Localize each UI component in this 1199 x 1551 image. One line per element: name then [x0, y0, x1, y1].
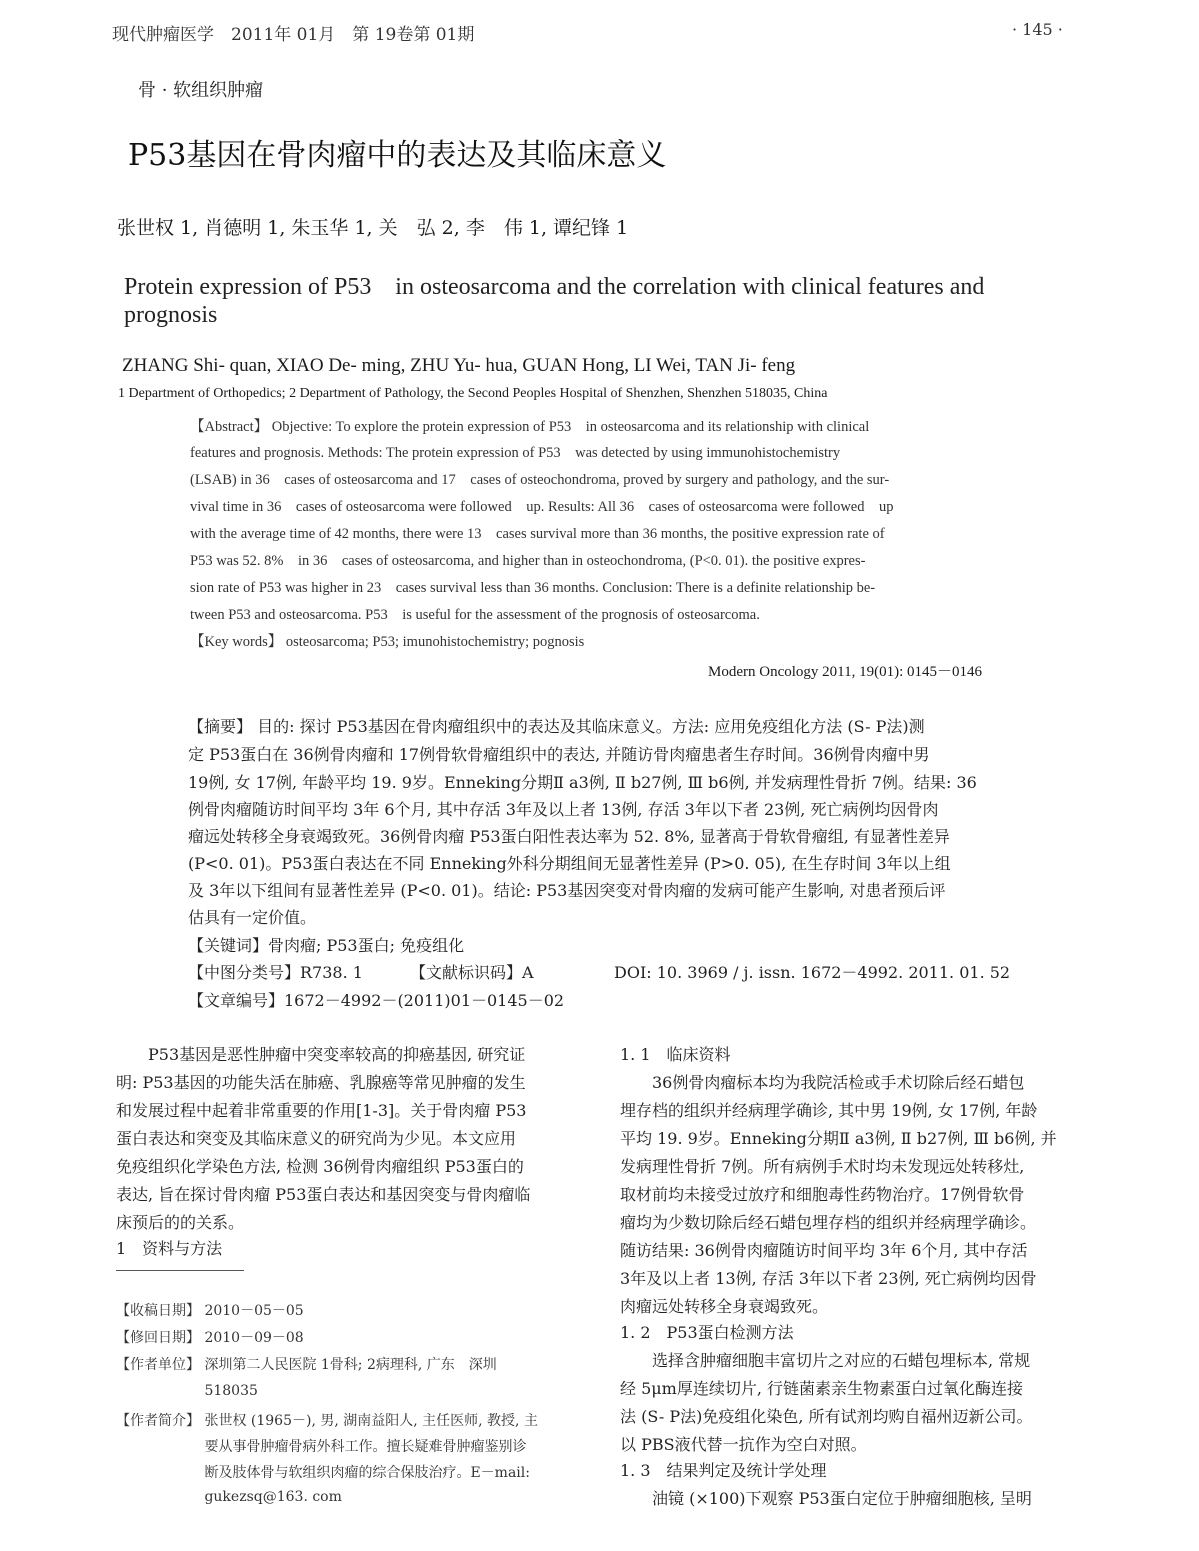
page-number: · 145 · — [1012, 20, 1063, 39]
article-number: 【文章编号】1672－4992－(2011)01－0145－02 — [188, 991, 565, 1010]
doi: DOI: 10. 3969 / j. issn. 1672－4992. 2011. 01. 52 — [614, 963, 1011, 982]
body-line: 表达, 旨在探讨骨肉瘤 P53蛋白表达和基因突变与骨肉瘤临 — [116, 1185, 531, 1204]
authors-cn: 张世权 1, 肖德明 1, 朱玉华 1, 关 弘 2, 李 伟 1, 谭纪锋 1 — [117, 217, 629, 239]
body-line: 平均 19. 9岁。Enneking分期Ⅱ a3例, Ⅱ b27例, Ⅲ b6例, 并 — [620, 1129, 1057, 1148]
footnote-line: 【作者简介】 张世权 (1965－), 男, 湖南益阳人, 主任医师, 教授, 主 — [116, 1413, 538, 1429]
section-heading: 1 资料与方法 — [116, 1239, 223, 1258]
footnote-line: 518035 — [116, 1383, 258, 1399]
body-line: 选择含肿瘤细胞丰富切片之对应的石蜡包埋标本, 常规 — [620, 1351, 1031, 1370]
article-title-en-line: prognosis — [124, 302, 218, 328]
body-line: 油镜 (×100)下观察 P53蛋白定位于肿瘤细胞核, 呈明 — [620, 1489, 1032, 1508]
body-line: 随访结果: 36例骨肉瘤随访时间平均 3年 6个月, 其中存活 — [620, 1241, 1028, 1260]
abstract-en-line: 【Abstract】 Objective: To explore the protein expression of P53 in osteosarcoma and its relationship with clinical — [190, 419, 870, 435]
body-line: 床预后的的关系。 — [116, 1213, 245, 1232]
body-line: 发病理性骨折 7例。所有病例手术时均未发现远处转移灶, — [620, 1157, 1025, 1176]
abstract-en-line: sion rate of P53 was higher in 23 cases survival less than 36 months. Conclusion: There is a definite relationship be- — [190, 580, 876, 596]
document-code: 【文献标识码】A — [410, 963, 534, 982]
body-line: 明: P53基因的功能失活在肺癌、乳腺癌等常见肿瘤的发生 — [116, 1073, 526, 1092]
body-line: 36例骨肉瘤标本均为我院活检或手术切除后经石蜡包 — [620, 1073, 1025, 1092]
footnote-line: 【收稿日期】 2010－05－05 — [116, 1303, 304, 1319]
abstract-en-line: (LSAB) in 36 cases of osteosarcoma and 17 cases of osteochondroma, proved by surgery and pathology, and the sur- — [190, 472, 890, 488]
body-line: 瘤均为少数切除后经石蜡包埋存档的组织并经病理学确诊。 — [620, 1213, 1037, 1232]
body-line: 免疫组织化学染色方法, 检测 36例骨肉瘤组织 P53蛋白的 — [116, 1157, 524, 1176]
subsection-heading: 1. 2 P53蛋白检测方法 — [620, 1323, 794, 1342]
abstract-en-line: with the average time of 42 months, there were 13 cases survival more than 36 months, the positive expression rate of — [190, 526, 885, 542]
abstract-cn-line: 瘤远处转移全身衰竭致死。36例骨肉瘤 P53蛋白阳性表达率为 52. 8%, 显著高于骨软骨瘤组, 有显著性差异 — [188, 827, 950, 846]
abstract-cn-line: (P<0. 01)。P53蛋白表达在不同 Enneking外科分期组间无显著性差异 (P>0. 05), 在生存时间 3年以上组 — [188, 854, 951, 873]
abstract-cn-line: 定 P53蛋白在 36例骨肉瘤和 17例骨软骨瘤组织中的表达, 并随访骨肉瘤患者生存时间。36例骨肉瘤中男 — [188, 745, 930, 764]
abstract-cn-line: 19例, 女 17例, 年龄平均 19. 9岁。Enneking分期Ⅱ a3例, Ⅱ b27例, Ⅲ b6例, 并发病理性骨折 7例。结果: 36 — [188, 773, 977, 792]
footnote-line: 【修回日期】 2010－09－08 — [116, 1330, 304, 1346]
body-line: 以 PBS液代替一抗作为空白对照。 — [620, 1435, 867, 1454]
body-line: 取材前均未接受过放疗和细胞毒性药物治疗。17例骨软骨 — [620, 1185, 1025, 1204]
abstract-cn-line: 及 3年以下组间有显著性差异 (P<0. 01)。结论: P53基因突变对骨肉瘤的发病可能产生影响, 对患者预后评 — [188, 881, 946, 900]
citation-line: Modern Oncology 2011, 19(01): 0145－0146 — [708, 664, 982, 680]
keywords-en: 【Key words】 osteosarcoma; P53; imunohistochemistry; pognosis — [190, 634, 585, 650]
section-tag: 骨 · 软组织肿瘤 — [138, 80, 264, 101]
abstract-cn-line: 【摘要】 目的: 探讨 P53基因在骨肉瘤组织中的表达及其临床意义。方法: 应用免疫组化方法 (S- P法)测 — [188, 717, 925, 736]
journal-header: 现代肿瘤医学 2011年 01月 第 19卷第 01期 — [112, 25, 475, 45]
footnote-line: gukezsq@163. com — [116, 1489, 342, 1505]
footnote-line: 断及肢体骨与软组织肉瘤的综合保肢治疗。E－mail: — [116, 1465, 530, 1481]
abstract-en-line: tween P53 and osteosarcoma. P53 is useful for the assessment of the prognosis of osteosarcoma. — [190, 607, 760, 623]
article-title-cn: P53基因在骨肉瘤中的表达及其临床意义 — [128, 138, 667, 173]
body-line: 埋存档的组织并经病理学确诊, 其中男 19例, 女 17例, 年龄 — [620, 1101, 1038, 1120]
subsection-heading: 1. 3 结果判定及统计学处理 — [620, 1461, 827, 1480]
footnote-line: 【作者单位】 深圳第二人民医院 1骨科; 2病理科, 广东 深圳 — [116, 1357, 497, 1373]
footnote-line: 要从事骨肿瘤骨病外科工作。擅长疑难骨肿瘤鉴别诊 — [116, 1439, 527, 1455]
article-title-en-line: Protein expression of P53 in osteosarcoma and the correlation with clinical features and — [124, 274, 985, 300]
abstract-cn-line: 估具有一定价值。 — [188, 908, 317, 927]
body-line: 法 (S- P法)免疫组化染色, 所有试剂均购自福州迈新公司。 — [620, 1407, 1033, 1426]
body-line: 3年及以上者 13例, 存活 3年以下者 23例, 死亡病例均因骨 — [620, 1269, 1037, 1288]
body-line: 肉瘤远处转移全身衰竭致死。 — [620, 1297, 829, 1316]
body-line: P53基因是恶性肿瘤中突变率较高的抑癌基因, 研究证 — [116, 1045, 526, 1064]
footnote-divider — [116, 1270, 244, 1271]
clc-number: 【中图分类号】R738. 1 — [188, 963, 363, 982]
affiliation-en: 1 Department of Orthopedics; 2 Department of Pathology, the Second Peoples Hospital of Shenzhen, Shenzhen 518035, China — [118, 386, 828, 401]
subsection-heading: 1. 1 临床资料 — [620, 1045, 731, 1064]
body-line: 和发展过程中起着非常重要的作用[1-3]。关于骨肉瘤 P53 — [116, 1101, 527, 1120]
abstract-en-line: vival time in 36 cases of osteosarcoma were followed up. Results: All 36 cases of osteosarcoma were followed up — [190, 499, 894, 515]
abstract-en-line: features and prognosis. Methods: The protein expression of P53 was detected by using immunohistochemistry — [190, 445, 841, 461]
authors-en: ZHANG Shi- quan, XIAO De- ming, ZHU Yu- hua, GUAN Hong, LI Wei, TAN Ji- feng — [122, 355, 796, 376]
abstract-cn-line: 例骨肉瘤随访时间平均 3年 6个月, 其中存活 3年及以上者 13例, 存活 3年以下者 23例, 死亡病例均因骨肉 — [188, 800, 939, 819]
abstract-en-line: P53 was 52. 8% in 36 cases of osteosarcoma, and higher than in osteochondroma, (P<0. 01). the positive expres- — [190, 553, 866, 569]
keywords-cn: 【关键词】骨肉瘤; P53蛋白; 免疫组化 — [188, 936, 465, 955]
body-line: 蛋白表达和突变及其临床意义的研究尚为少见。本文应用 — [116, 1129, 517, 1148]
body-line: 经 5μm厚连续切片, 行链菌素亲生物素蛋白过氧化酶连接 — [620, 1379, 1024, 1398]
